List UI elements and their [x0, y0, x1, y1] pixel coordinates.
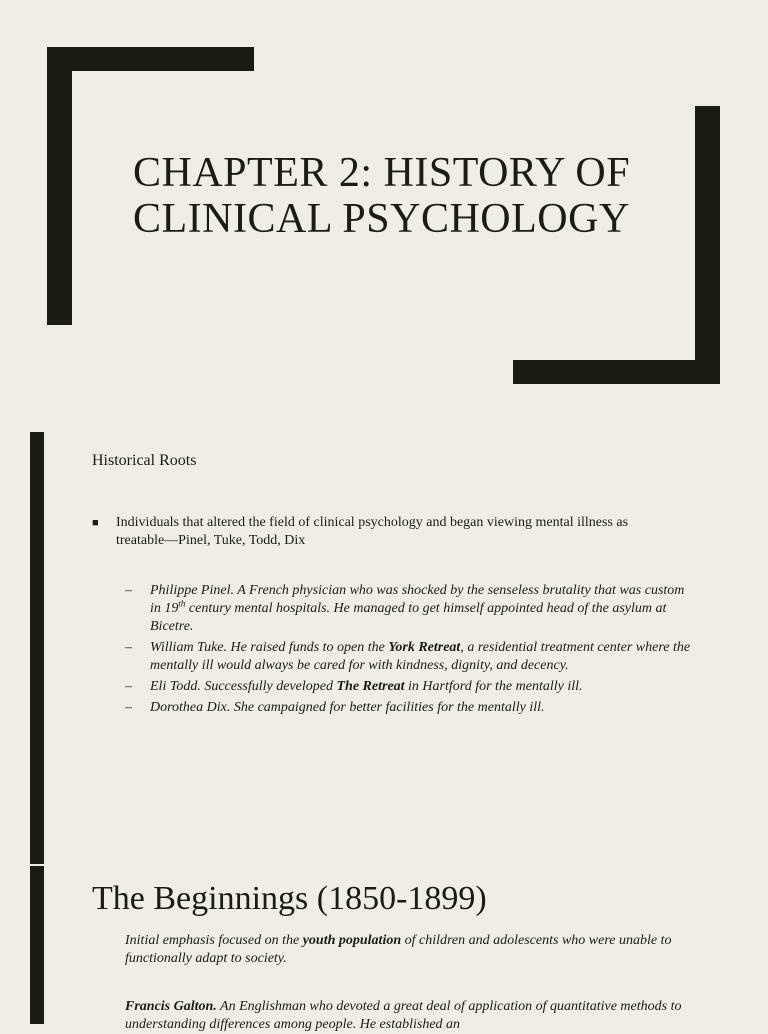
- chapter-title-line-1: CHAPTER 2: HISTORY OF: [133, 150, 631, 196]
- galton-paragraph: [125, 998, 685, 1034]
- chapter-title-line-2: CLINICAL PSYCHOLOGY: [133, 196, 630, 242]
- intro-paragraph: [125, 932, 685, 968]
- list-item-text: , a residential treatment center where the mentally ill would always be cared for with kindness, dignity, and decency.: [150, 640, 691, 673]
- superscript: th: [178, 598, 186, 609]
- dash-icon: –: [125, 679, 132, 694]
- paragraph-text: of children and adolescents who were unable to functionally adapt to society.: [125, 933, 672, 966]
- list-item-text: Dorothea Dix. She campaigned for better facilities for the mentally ill.: [150, 700, 545, 715]
- paragraph-text: An Englishman who devoted a great deal of application of quantitative methods to understanding differences among people. He established an: [125, 999, 682, 1032]
- accent-side-bar: [30, 432, 44, 864]
- slide-heading: The Beginnings (1850-1899): [92, 880, 487, 917]
- list-item-text: Eli Todd. Successfully developed: [150, 679, 337, 694]
- emphasis-text: York Retreat: [388, 640, 461, 655]
- square-bullet-icon: ■: [92, 517, 99, 529]
- chapter-title: [133, 150, 693, 242]
- slide-heading: Historical Roots: [92, 452, 197, 469]
- emphasis-text: The Retreat: [336, 679, 405, 694]
- list-item-text: in Hartford for the mentally ill.: [404, 679, 583, 694]
- frame-bar-bottom-right-vertical: [695, 106, 720, 384]
- list-item-dix: [125, 699, 695, 717]
- list-item-todd: [125, 678, 695, 696]
- accent-side-bar: [30, 866, 44, 1024]
- list-item-text: William Tuke. He raised funds to open the: [150, 640, 389, 655]
- dash-icon: –: [125, 700, 132, 715]
- dash-icon: –: [125, 583, 132, 598]
- list-item-pinel: [125, 582, 695, 636]
- historical-roots-slide: [0, 432, 768, 864]
- list-item-tuke: [125, 639, 695, 675]
- paragraph-text: Initial emphasis focused on the: [125, 933, 303, 948]
- beginnings-slide: [0, 866, 768, 1032]
- frame-bar-top-left-horizontal: [47, 47, 254, 71]
- frame-bar-bottom-right-horizontal: [513, 360, 720, 384]
- emphasis-text: Francis Galton.: [125, 999, 217, 1014]
- bullet-text: Individuals that altered the field of clinical psychology and began viewing mental illness as treatable—Pinel, Tuke, Todd, Dix: [116, 515, 629, 548]
- dash-icon: –: [125, 640, 132, 655]
- bullet-item: [92, 514, 662, 550]
- emphasis-text: youth population: [302, 933, 402, 948]
- sub-bullet-list: [125, 582, 695, 720]
- frame-bar-top-left-vertical: [47, 47, 72, 325]
- list-item-text: century mental hospitals. He managed to get himself appointed head of the asylum at Bicetre.: [150, 601, 667, 634]
- title-slide: [0, 0, 768, 410]
- list-item-text: Philippe Pinel. A French physician who was shocked by the senseless brutality that was custom in 19: [150, 583, 685, 616]
